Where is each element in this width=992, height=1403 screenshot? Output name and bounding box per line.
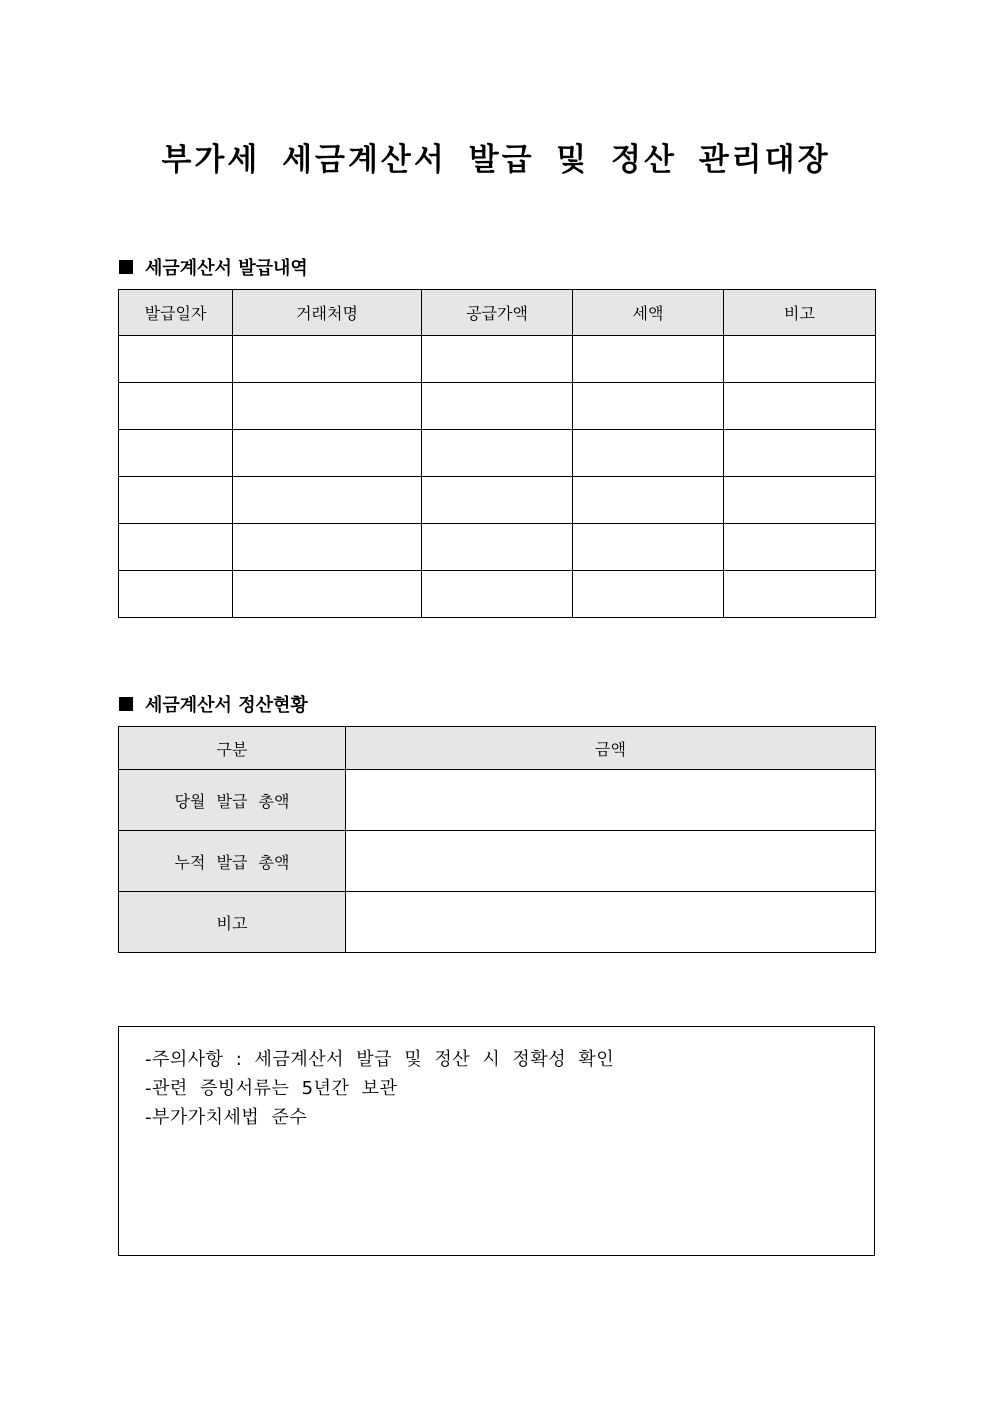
table-cell[interactable] bbox=[573, 477, 724, 524]
table-cell[interactable] bbox=[422, 524, 573, 571]
table-row bbox=[119, 892, 876, 953]
table-cell[interactable] bbox=[119, 336, 233, 383]
table-cell[interactable] bbox=[573, 336, 724, 383]
document-title: 부가세 세금계산서 발급 및 정산 관리대장 bbox=[161, 142, 831, 178]
table-row bbox=[119, 831, 876, 892]
amount-cell-remarks[interactable] bbox=[346, 892, 876, 953]
settlement-table bbox=[118, 726, 876, 953]
table-row bbox=[119, 383, 876, 430]
column-header-client-name: 거래처명 bbox=[233, 290, 422, 336]
column-header-issue-date: 발급일자 bbox=[119, 290, 233, 336]
row-label-cumulative-total: 누적 발급 총액 bbox=[119, 831, 346, 892]
issue-section-heading bbox=[119, 254, 308, 280]
note-item: -주의사항 : 세금계산서 발급 및 정산 시 정확성 확인 bbox=[145, 1049, 615, 1070]
table-cell[interactable] bbox=[233, 571, 422, 618]
table-cell[interactable] bbox=[422, 430, 573, 477]
table-cell[interactable] bbox=[724, 336, 876, 383]
table-row bbox=[119, 524, 876, 571]
settlement-table-header-row bbox=[119, 727, 876, 770]
table-cell[interactable] bbox=[119, 524, 233, 571]
table-row bbox=[119, 477, 876, 524]
column-header-tax-amount: 세액 bbox=[573, 290, 724, 336]
table-row bbox=[119, 336, 876, 383]
table-cell[interactable] bbox=[233, 336, 422, 383]
table-cell[interactable] bbox=[422, 383, 573, 430]
square-bullet-icon bbox=[119, 260, 133, 274]
table-cell[interactable] bbox=[233, 430, 422, 477]
table-cell[interactable] bbox=[119, 571, 233, 618]
table-cell[interactable] bbox=[119, 383, 233, 430]
notes-box bbox=[118, 1026, 875, 1256]
column-header-supply-amount: 공급가액 bbox=[422, 290, 573, 336]
table-cell[interactable] bbox=[422, 571, 573, 618]
row-label-monthly-total: 당월 발급 총액 bbox=[119, 770, 346, 831]
note-item: -부가가치세법 준수 bbox=[145, 1107, 308, 1128]
table-cell[interactable] bbox=[573, 383, 724, 430]
table-cell[interactable] bbox=[233, 524, 422, 571]
settlement-section-heading-text: 세금계산서 정산현황 bbox=[145, 695, 308, 716]
table-cell[interactable] bbox=[724, 571, 876, 618]
table-cell[interactable] bbox=[119, 477, 233, 524]
settlement-section-heading bbox=[119, 691, 308, 717]
column-header-category: 구분 bbox=[119, 727, 346, 770]
column-header-amount: 금액 bbox=[346, 727, 876, 770]
table-row bbox=[119, 770, 876, 831]
table-cell[interactable] bbox=[422, 336, 573, 383]
table-cell[interactable] bbox=[422, 477, 573, 524]
notes-list bbox=[119, 1027, 874, 1132]
table-row bbox=[119, 430, 876, 477]
table-cell[interactable] bbox=[233, 383, 422, 430]
square-bullet-icon bbox=[119, 697, 133, 711]
note-item: -관련 증빙서류는 5년간 보관 bbox=[145, 1078, 398, 1099]
issue-table bbox=[118, 289, 876, 618]
table-cell[interactable] bbox=[724, 477, 876, 524]
issue-table-header-row bbox=[119, 290, 876, 336]
table-cell[interactable] bbox=[724, 430, 876, 477]
issue-section-heading-text: 세금계산서 발급내역 bbox=[145, 258, 308, 279]
amount-cell-cumulative-total[interactable] bbox=[346, 831, 876, 892]
table-row bbox=[119, 571, 876, 618]
table-cell[interactable] bbox=[573, 571, 724, 618]
table-cell[interactable] bbox=[724, 524, 876, 571]
table-cell[interactable] bbox=[573, 430, 724, 477]
table-cell[interactable] bbox=[724, 383, 876, 430]
table-cell[interactable] bbox=[573, 524, 724, 571]
row-label-remarks: 비고 bbox=[119, 892, 346, 953]
table-cell[interactable] bbox=[119, 430, 233, 477]
table-cell[interactable] bbox=[233, 477, 422, 524]
amount-cell-monthly-total[interactable] bbox=[346, 770, 876, 831]
column-header-remarks: 비고 bbox=[724, 290, 876, 336]
